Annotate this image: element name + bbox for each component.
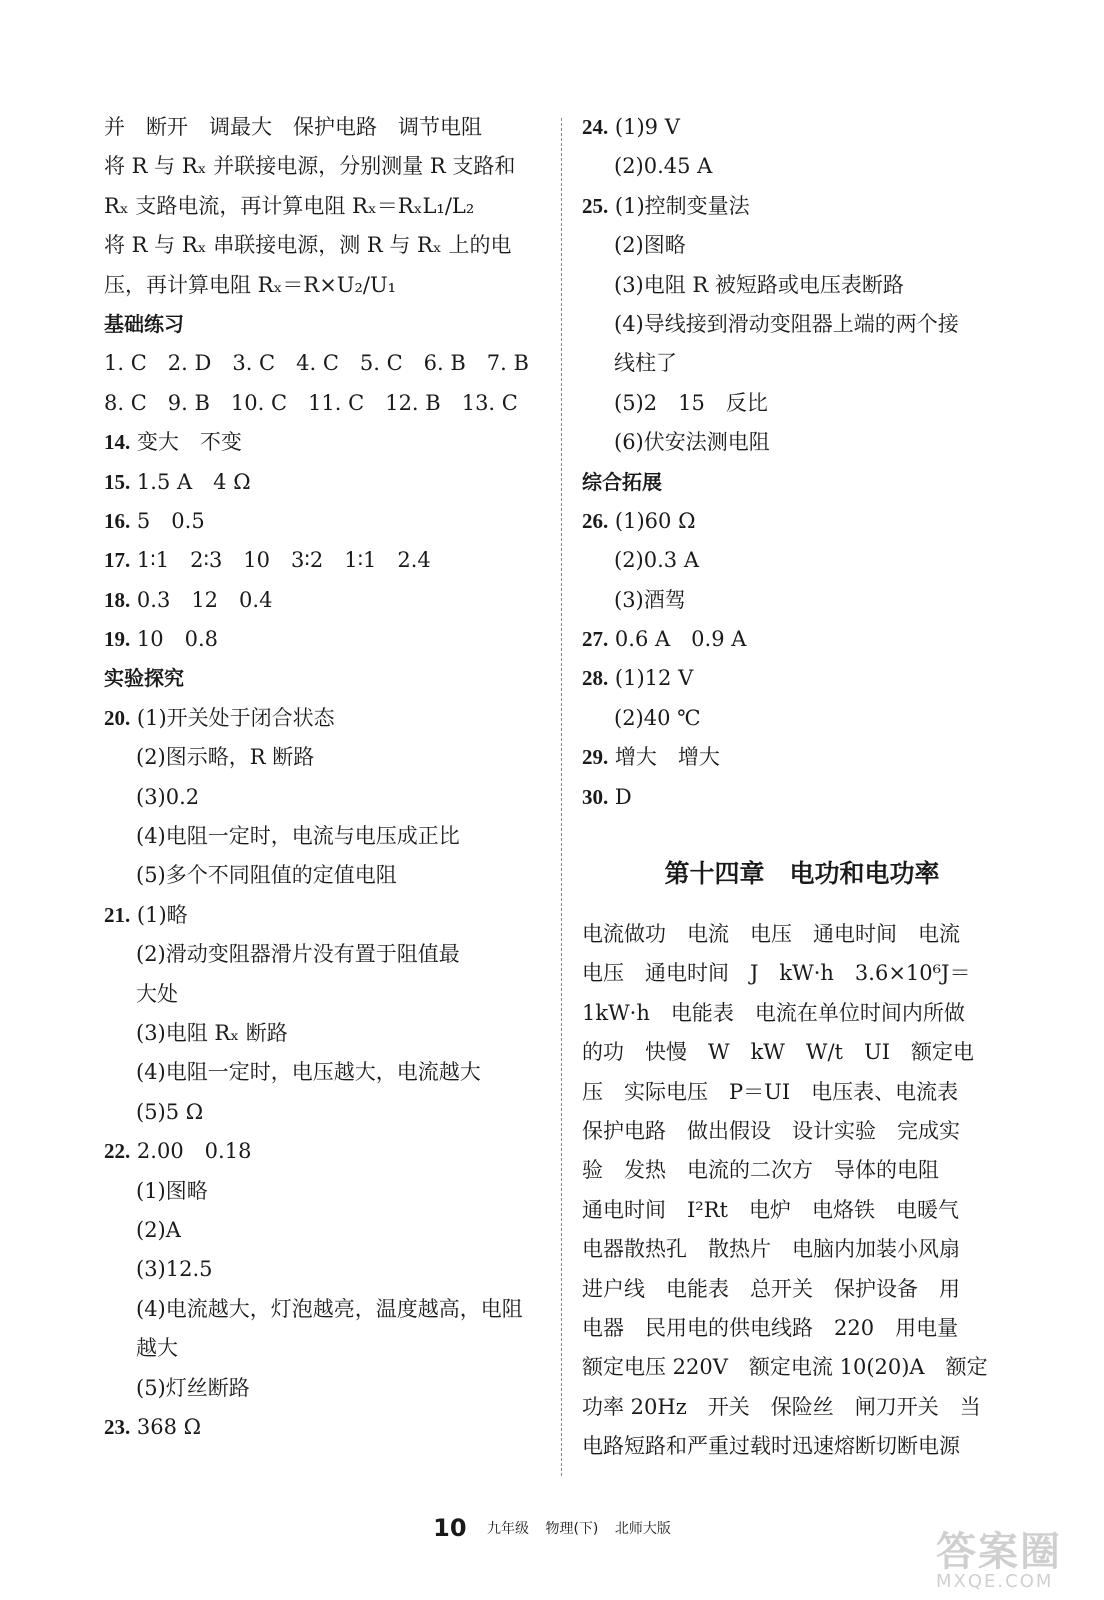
- answer-line: [582, 187, 1022, 226]
- left-column: [104, 108, 544, 1447]
- answer-text: (1)控制变量法: [608, 193, 750, 218]
- section-heading: 综合拓展: [582, 469, 662, 494]
- chapter-line: 的功 快慢 W kW W/t UI 额定电: [582, 1040, 974, 1065]
- answer-text: 压，再计算电阻 Rₓ＝R×U₂/U₁: [104, 272, 397, 297]
- chapter-line: 验 发热 电流的二次方 导体的电阻: [582, 1158, 939, 1183]
- answer-subline: (5)2 15 反比: [614, 390, 768, 415]
- answer-subline: (2)图示略，R 断路: [136, 745, 315, 770]
- answer-subline: (3)酒驾: [614, 587, 686, 612]
- answer-line: [104, 699, 544, 738]
- answer-line: [104, 463, 544, 502]
- chapter-line: 电流做功 电流 电压 通电时间 电流: [582, 922, 960, 947]
- chapter-line: 保护电路 做出假设 设计实验 完成实: [582, 1118, 960, 1143]
- page-number: 10: [433, 1514, 467, 1542]
- question-number: 16.: [104, 508, 131, 533]
- answer-subline: (5)多个不同阻值的定值电阻: [136, 863, 397, 888]
- answer-line: [582, 620, 1022, 659]
- chapter-line: 电路短路和严重过载时迅速熔断切断电源: [582, 1434, 960, 1459]
- answer-text: 2.00 0.18: [130, 1139, 252, 1164]
- answer-subline: 越大: [136, 1336, 178, 1361]
- answer-text: D: [608, 784, 632, 809]
- answer-text: 将 R 与 Rₓ 并联接电源，分别测量 R 支路和: [104, 154, 516, 179]
- chapter-title: 第十四章 电功和电功率: [664, 859, 940, 889]
- answer-subline: (1)图略: [136, 1178, 208, 1203]
- answer-text: 8. C 9. B 10. C 11. C 12. B 13. C: [104, 390, 518, 415]
- answer-subline: (6)伏安法测电阻: [614, 430, 770, 455]
- answer-text: (1)略: [130, 902, 188, 927]
- answer-subline: (4)电流越大，灯泡越亮，温度越高，电阻: [136, 1296, 523, 1321]
- answer-subline: (4)导线接到滑动变阻器上端的两个接: [614, 311, 959, 336]
- chapter-line: 电器散热孔 散热片 电脑内加装小风扇: [582, 1237, 960, 1262]
- section-heading: 实验探究: [104, 666, 184, 691]
- answer-line: [104, 187, 544, 226]
- answer-line: [104, 502, 544, 541]
- answer-line: [104, 1408, 544, 1447]
- question-number: 27.: [582, 627, 609, 652]
- answer-text: 变大 不变: [130, 430, 242, 455]
- answer-subline: 线柱了: [614, 351, 677, 376]
- question-number: 30.: [582, 784, 609, 809]
- answer-subline: (2)40 ℃: [614, 705, 701, 730]
- question-number: 26.: [582, 508, 609, 533]
- answer-subline: (2)0.3 A: [614, 548, 699, 573]
- question-number: 18.: [104, 587, 131, 612]
- answer-text: 0.6 A 0.9 A: [608, 627, 747, 652]
- answer-text: (1)12 V: [608, 666, 694, 691]
- answer-text: 1∶1 2∶3 10 3∶2 1∶1 2.4: [130, 548, 431, 573]
- chapter-line: 1kW·h 电能表 电流在单位时间内所做: [582, 1000, 965, 1025]
- answer-subline: (4)电阻一定时，电压越大，电流越大: [136, 1060, 481, 1085]
- answer-text: 1. C 2. D 3. C 4. C 5. C 6. B 7. B: [104, 351, 529, 376]
- answer-line: [104, 581, 544, 620]
- grade-label: 九年级: [487, 1521, 529, 1537]
- answer-line: [104, 423, 544, 462]
- answer-line: [104, 266, 544, 305]
- answer-line: [104, 147, 544, 186]
- question-number: 15.: [104, 469, 131, 494]
- watermark-logo: [936, 1520, 1086, 1592]
- answer-text: 增大 增大: [608, 745, 720, 770]
- right-answer-list: [582, 108, 1022, 817]
- answer-line: [104, 108, 544, 147]
- answer-subline: (5)5 Ω: [136, 1099, 204, 1124]
- answer-line: [582, 738, 1022, 777]
- answer-subline: (2)0.45 A: [614, 154, 713, 179]
- section-heading: 基础练习: [104, 311, 184, 336]
- question-number: 22.: [104, 1139, 131, 1164]
- chapter-line: 压 实际电压 P＝UI 电压表、电流表: [582, 1079, 959, 1104]
- answer-text: 0.3 12 0.4: [130, 587, 273, 612]
- chapter-line: 电压 通电时间 J kW·h 3.6×10⁶J＝: [582, 961, 971, 986]
- answer-subline: (2)图略: [614, 233, 686, 258]
- answer-subline: 大处: [136, 981, 178, 1006]
- right-column: [582, 108, 1022, 1467]
- chapter-line: 功率 20Hz 开关 保险丝 闸刀开关 当: [582, 1394, 981, 1419]
- answer-text: Rₓ 支路电流，再计算电阻 Rₓ＝RₓL₁/L₂: [104, 193, 475, 218]
- question-number: 24.: [582, 115, 609, 139]
- answer-line: [104, 344, 544, 383]
- answer-text: (1)60 Ω: [608, 508, 696, 533]
- question-number: 29.: [582, 745, 609, 770]
- watermark-url: MXQE.COM: [936, 1571, 1054, 1592]
- answer-line: [104, 620, 544, 659]
- chapter-summary: [582, 915, 1022, 1466]
- answer-line: [104, 541, 544, 580]
- answer-text: 并 断开 调最大 保护电路 调节电阻: [104, 115, 482, 139]
- answer-text: (1)9 V: [608, 115, 680, 139]
- answer-line: [582, 502, 1022, 541]
- column-divider: [561, 118, 562, 1476]
- answer-line: [104, 226, 544, 265]
- answer-line: [104, 896, 544, 935]
- answer-subline: (3)0.2: [136, 784, 200, 809]
- chapter-line: 电器 民用电的供电线路 220 用电量: [582, 1315, 959, 1340]
- answer-text: 5 0.5: [130, 508, 205, 533]
- chapter-line: 通电时间 I²Rt 电炉 电烙铁 电暖气: [582, 1197, 959, 1222]
- answer-subline: (3)电阻 Rₓ 断路: [136, 1020, 288, 1045]
- answer-line: [582, 108, 1022, 147]
- answer-text: 将 R 与 Rₓ 串联接电源，测 R 与 Rₓ 上的电: [104, 233, 512, 258]
- watermark-text: 答案圈: [936, 1529, 1062, 1575]
- answer-text: (1)开关处于闭合状态: [130, 705, 335, 730]
- question-number: 25.: [582, 193, 609, 218]
- answer-subline: (5)灯丝断路: [136, 1375, 250, 1400]
- chapter-line: 进户线 电能表 总开关 保护设备 用: [582, 1276, 960, 1301]
- subject-label: 物理(下): [545, 1521, 599, 1537]
- answer-text: 1.5 A 4 Ω: [130, 469, 251, 494]
- answer-line: [582, 659, 1022, 698]
- answer-text: 368 Ω: [130, 1414, 202, 1439]
- answer-subline: (3)电阻 R 被短路或电压表断路: [614, 272, 904, 297]
- answer-subline: (3)12.5: [136, 1257, 213, 1282]
- question-number: 19.: [104, 627, 131, 652]
- answer-line: [104, 1132, 544, 1171]
- answer-text: 10 0.8: [130, 627, 219, 652]
- question-number: 23.: [104, 1414, 131, 1439]
- answer-line: [104, 384, 544, 423]
- chapter-line: 额定电压 220V 额定电流 10(20)A 额定: [582, 1355, 988, 1380]
- question-number: 17.: [104, 548, 131, 573]
- answer-subline: (2)A: [136, 1217, 181, 1242]
- question-number: 28.: [582, 666, 609, 691]
- answer-subline: (2)滑动变阻器滑片没有置于阻值最: [136, 942, 460, 967]
- question-number: 21.: [104, 902, 131, 927]
- edition-label: 北师大版: [614, 1521, 671, 1537]
- answer-subline: (4)电阻一定时，电流与电压成正比: [136, 824, 460, 849]
- question-number: 20.: [104, 705, 131, 730]
- answer-line: [582, 778, 1022, 817]
- question-number: 14.: [104, 430, 131, 455]
